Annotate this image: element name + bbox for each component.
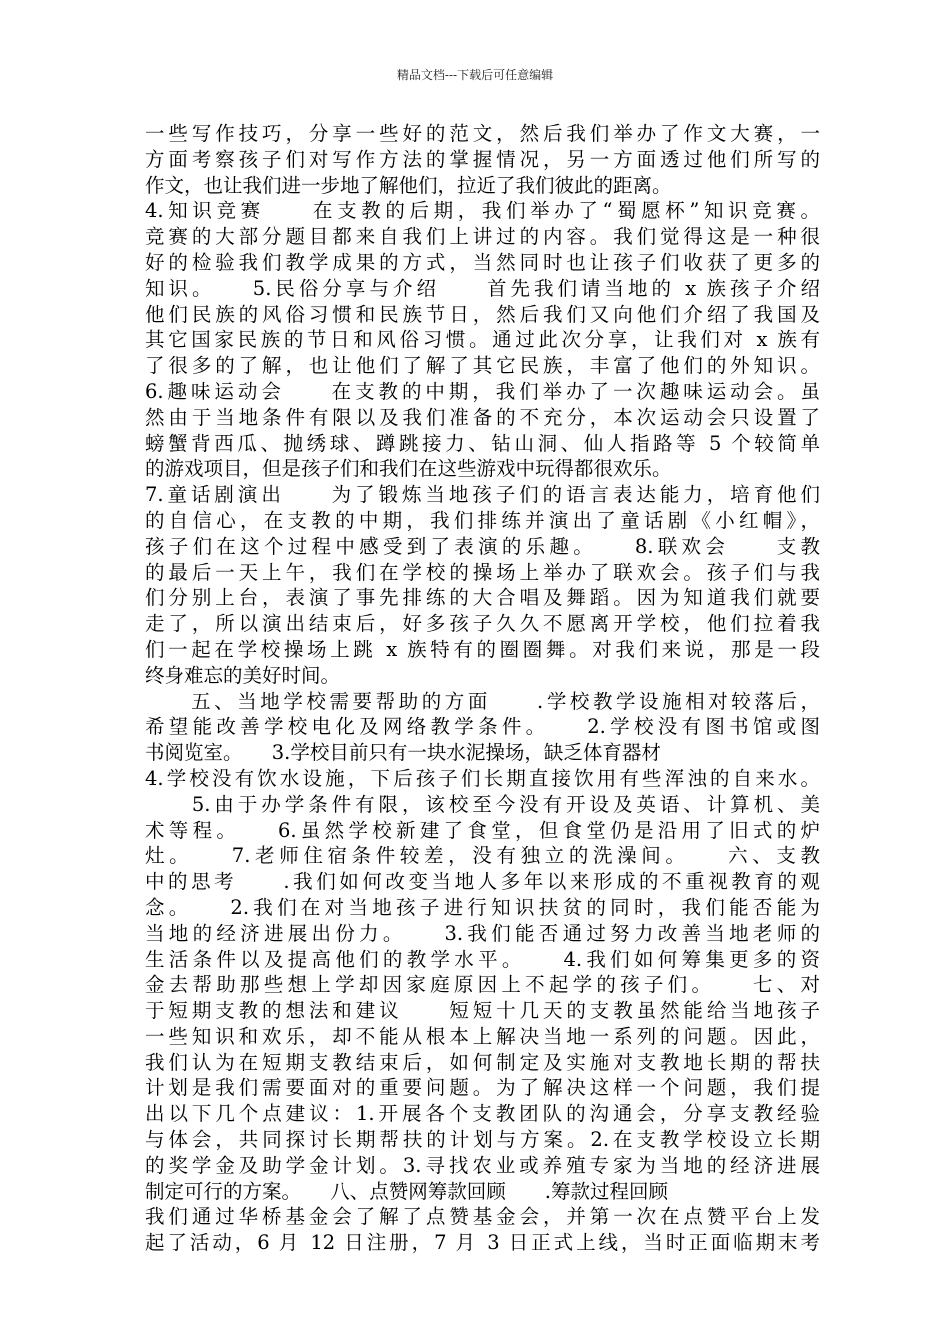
text-line: 与体会，共同探讨长期帮扶的计划与方案。2.在支教学校设立长期 (145, 1128, 820, 1152)
text-line: 作文，也让我们进一步地了解他们，拉近了我们彼此的距离。 (145, 173, 672, 197)
text-line: 书阅览室。 3.学校目前只有一块水泥操场，缺乏体育器材 (145, 741, 661, 765)
text-line: 5.由于办学条件有限，该校至今没有开设及英语、计算机、美 (145, 792, 820, 816)
text-line: 螃蟹背西瓜、抛绣球、蹲跳接力、钻山洞、仙人指路等 5 个较简单 (145, 431, 820, 455)
text-line: 竞赛的大部分题目都来自我们上讲过的内容。我们觉得这是一种很 (145, 225, 820, 249)
text-line: 灶。 7.老师住宿条件较差，没有独立的洗澡间。 六、支教 (145, 844, 820, 868)
text-line: 4.知识竞赛 在支教的后期，我们举办了“蜀愿杯”知识竞赛。 (145, 199, 820, 223)
text-line: 们分别上台，表演了事先排练的大合唱及舞蹈。因为知道我们就要 (145, 586, 820, 610)
text-line: 走了，所以演出结束后，好多孩子久久不愿离开学校，他们拉着我 (145, 612, 820, 636)
document-body (145, 121, 820, 1256)
text-line: 好的检验我们教学成果的方式，当然同时也让孩子们收获了更多的 (145, 250, 820, 274)
page-header: 精品文档---下载后可任意编辑 (396, 68, 554, 82)
text-line: 的游戏项目，但是孩子们和我们在这些游戏中玩得都很欢乐。 (145, 457, 672, 481)
text-line: 于短期支教的想法和建议 短短十几天的支教虽然能给当地孩子 (145, 999, 820, 1023)
text-line: 孩子们在这个过程中感受到了表演的乐趣。 8.联欢会 支教 (145, 534, 820, 558)
text-line: 一些知识和欢乐，却不能从根本上解决当地一系列的问题。因此， (145, 1024, 820, 1048)
text-line: 出以下几个点建议：1.开展各个支教团队的沟通会，分享支教经验 (145, 1102, 820, 1126)
text-line: 7.童话剧演出 为了锻炼当地孩子们的语言表达能力，培育他们 (145, 483, 820, 507)
text-line: 们一起在学校操场上跳 x 族特有的圈圈舞。对我们来说，那是一段 (145, 637, 820, 661)
text-line: 6.趣味运动会 在支教的中期，我们举办了一次趣味运动会。虽 (145, 379, 820, 403)
text-line: 他们民族的风俗习惯和民族节日，然后我们又向他们介绍了我国及 (145, 302, 820, 326)
text-line: 念。 2.我们在对当地孩子进行知识扶贫的同时，我们能否能为 (145, 895, 820, 919)
text-line: 金去帮助那些想上学却因家庭原因上不起学的孩子们。 七、对 (145, 973, 820, 997)
text-line: 的自信心，在支教的中期，我们排练并演出了童话剧《小红帽》， (145, 508, 820, 532)
text-line: 了很多的了解，也让他们了解了其它民族，丰富了他们的外知识。 (145, 354, 820, 378)
text-line: 终身难忘的美好时间。 (145, 663, 341, 687)
text-line: 五、当地学校需要帮助的方面 .学校教学设施相对较落后， (145, 689, 820, 713)
text-line: 中的思考 .我们如何改变当地人多年以来形成的不重视教育的观 (145, 870, 820, 894)
text-line: 制定可行的方案。 八、点赞网筹款回顾 .筹款过程回顾 (145, 1179, 668, 1203)
text-line: 我们认为在短期支教结束后，如何制定及实施对支教地长期的帮扶 (145, 1050, 820, 1074)
text-line: 其它国家民族的节日和风俗习惯。通过此次分享，让我们对 x 族有 (145, 328, 820, 352)
text-line: 4.学校没有饮水设施，下后孩子们长期直接饮用有些浑浊的自来水。 (145, 766, 820, 790)
text-line: 起了活动，6 月 12 日注册，7 月 3 日正式上线，当时正面临期末考 (145, 1231, 820, 1255)
text-line: 术等程。 6.虽然学校新建了食堂，但食堂仍是沿用了旧式的炉 (145, 818, 820, 842)
text-line: 然由于当地条件有限以及我们准备的不充分，本次运动会只设置了 (145, 405, 820, 429)
text-line: 一些写作技巧，分享一些好的范文，然后我们举办了作文大赛，一 (145, 122, 820, 145)
text-line: 我们通过华桥基金会了解了点赞基金会，并第一次在点赞平台上发 (145, 1205, 820, 1229)
text-line: 的奖学金及助学金计划。3.寻找农业或养殖专家为当地的经济进展 (145, 1153, 820, 1177)
text-line: 方面考察孩子们对写作方法的掌握情况，另一方面透过他们所写的 (145, 147, 820, 171)
text-line: 的最后一天上午，我们在学校的操场上举办了联欢会。孩子们与我 (145, 560, 820, 584)
text-line: 生活条件以及提高他们的教学水平。 4.我们如何筹集更多的资 (145, 947, 820, 971)
text-line: 当地的经济进展出份力。 3.我们能否通过努力改善当地老师的 (145, 921, 820, 945)
text-line: 知识。 5.民俗分享与介绍 首先我们请当地的 x 族孩子介绍 (145, 276, 820, 300)
text-line: 希望能改善学校电化及网络教学条件。 2.学校没有图书馆或图 (145, 715, 820, 739)
text-line: 计划是我们需要面对的重要问题。为了解决这样一个问题，我们提 (145, 1076, 820, 1100)
